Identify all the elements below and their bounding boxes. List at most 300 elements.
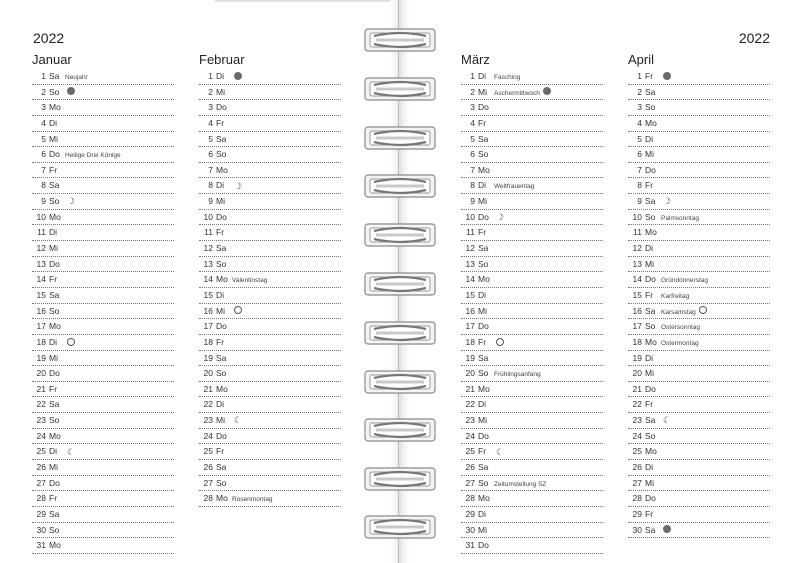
day-number: 11 <box>37 227 46 238</box>
weekday: Di <box>645 462 654 473</box>
weekday: Di <box>478 508 487 519</box>
weekday: Do <box>645 383 656 394</box>
day-row <box>199 304 341 320</box>
day-row <box>628 413 770 429</box>
weekday: So <box>49 196 60 207</box>
last-quarter-moon-icon: ☾ <box>67 446 76 457</box>
day-row <box>32 272 174 288</box>
holiday-note: Neujahr <box>65 74 88 81</box>
day-row <box>461 444 603 460</box>
weekday: Mi <box>645 149 654 160</box>
day-row <box>199 429 341 445</box>
weekday: Sa <box>49 399 60 410</box>
weekday: Sa <box>49 71 60 81</box>
day-row <box>199 272 341 288</box>
day-number: 19 <box>36 352 46 363</box>
day-row <box>32 413 174 429</box>
day-row <box>32 225 174 241</box>
day-number: 17 <box>465 321 475 332</box>
holiday-note: Rosenmontag <box>232 496 273 504</box>
weekday: So <box>49 86 60 97</box>
day-number: 2 <box>637 86 642 97</box>
day-row <box>461 413 603 429</box>
weekday: Sa <box>645 196 656 207</box>
day-number: 17 <box>632 321 642 332</box>
day-number: 25 <box>203 446 213 457</box>
day-row <box>32 304 174 320</box>
weekday: Sa <box>216 462 227 473</box>
day-row <box>199 476 341 492</box>
day-number: 13 <box>36 258 46 269</box>
day-row <box>461 178 603 194</box>
weekday: Di <box>645 243 654 254</box>
weekday: Sa <box>645 524 656 535</box>
weekday: Mi <box>478 524 487 535</box>
day-number: 25 <box>632 446 642 457</box>
weekday: Di <box>478 71 487 81</box>
holiday-note: Valentinstag <box>232 277 268 285</box>
day-row <box>32 257 174 273</box>
weekday: Mo <box>216 383 228 394</box>
day-number: 24 <box>36 430 46 441</box>
weekday: Do <box>478 102 489 113</box>
day-number: 10 <box>465 211 475 222</box>
weekday: Do <box>49 149 60 160</box>
day-row <box>628 429 770 445</box>
day-row <box>628 460 770 476</box>
day-row <box>628 491 770 507</box>
day-number: 16 <box>36 305 46 316</box>
weekday: Mo <box>478 274 490 285</box>
day-row <box>32 85 174 101</box>
day-row <box>628 351 770 367</box>
day-row <box>628 444 770 460</box>
weekday: Mi <box>478 196 487 207</box>
day-row <box>461 100 603 116</box>
month-name: Februar <box>199 52 245 67</box>
day-number: 12 <box>36 243 46 254</box>
day-row <box>461 85 603 101</box>
weekday: Fr <box>216 336 225 347</box>
day-row <box>628 382 770 398</box>
day-number: 29 <box>465 508 475 519</box>
weekday: Sa <box>49 508 60 519</box>
day-number: 10 <box>36 211 46 222</box>
page-top-edge <box>215 0 390 2</box>
day-number: 28 <box>465 493 475 504</box>
day-row <box>628 397 770 413</box>
day-number: 27 <box>465 477 475 488</box>
month-name: Januar <box>32 52 72 67</box>
holiday-note: Gründonnerstag <box>661 277 708 285</box>
day-number: 23 <box>465 415 475 426</box>
day-row <box>199 288 341 304</box>
month-name: März <box>461 52 490 67</box>
day-row <box>32 147 174 163</box>
weekday: Mo <box>478 383 490 394</box>
day-number: 4 <box>470 117 475 128</box>
day-number: 27 <box>632 477 642 488</box>
day-row <box>461 366 603 382</box>
weekday: Di <box>49 446 58 457</box>
day-row <box>199 257 341 273</box>
day-row <box>199 366 341 382</box>
weekday: So <box>645 211 656 222</box>
weekday: So <box>216 477 227 488</box>
day-number: 8 <box>637 180 642 191</box>
weekday: Fr <box>645 399 654 410</box>
day-row <box>32 538 174 554</box>
day-row <box>628 476 770 492</box>
weekday: Di <box>645 352 654 363</box>
day-row <box>461 491 603 507</box>
day-row <box>461 288 603 304</box>
new-moon-icon <box>234 72 242 80</box>
day-row <box>199 382 341 398</box>
weekday: Fr <box>216 446 225 457</box>
day-row <box>461 241 603 257</box>
weekday: Sa <box>645 305 656 316</box>
day-number: 20 <box>465 368 475 379</box>
year-left: 2022 <box>33 30 65 46</box>
weekday: So <box>49 415 60 426</box>
day-row <box>461 69 603 85</box>
weekday: Mi <box>49 133 58 144</box>
day-number: 15 <box>632 289 642 300</box>
weekday: Di <box>478 399 487 410</box>
weekday: Mo <box>645 336 657 347</box>
day-row <box>32 335 174 351</box>
binding-ring <box>364 465 436 493</box>
day-row <box>461 382 603 398</box>
day-row <box>461 304 603 320</box>
first-quarter-moon-icon: ☽ <box>496 212 505 223</box>
day-row <box>628 507 770 523</box>
day-row <box>32 366 174 382</box>
day-row <box>199 491 341 507</box>
month-march <box>461 50 603 554</box>
day-number: 27 <box>36 477 46 488</box>
weekday: Mo <box>478 164 490 175</box>
day-number: 5 <box>208 133 213 144</box>
weekday: Fr <box>478 117 487 128</box>
weekday: Mi <box>645 477 654 488</box>
first-quarter-moon-icon: ☽ <box>67 196 76 207</box>
day-number: 16 <box>465 305 475 316</box>
weekday: Do <box>49 368 60 379</box>
day-number: 8 <box>470 180 475 191</box>
day-number: 7 <box>41 164 46 175</box>
holiday-note: Weltfrauentag <box>494 183 535 191</box>
weekday: Fr <box>49 274 58 285</box>
day-row <box>461 319 603 335</box>
day-number: 9 <box>470 196 475 207</box>
day-row <box>461 351 603 367</box>
day-number: 1 <box>637 71 642 81</box>
day-row <box>461 397 603 413</box>
day-row <box>32 351 174 367</box>
holiday-note: Aschermittwoch <box>494 89 540 97</box>
day-number: 7 <box>470 164 475 175</box>
day-row <box>628 147 770 163</box>
day-row <box>32 397 174 413</box>
holiday-note: Zeitumstellung SZ <box>494 480 547 488</box>
day-number: 26 <box>632 462 642 473</box>
day-number: 28 <box>632 493 642 504</box>
day-row <box>461 116 603 132</box>
day-number: 25 <box>36 446 46 457</box>
day-number: 4 <box>637 117 642 128</box>
weekday: Do <box>478 540 489 551</box>
weekday: Sa <box>216 243 227 254</box>
weekday: Mo <box>645 227 657 238</box>
day-row <box>461 476 603 492</box>
day-number: 29 <box>632 508 642 519</box>
weekday: Fr <box>645 508 654 519</box>
weekday: Fr <box>49 164 58 175</box>
day-number: 3 <box>637 102 642 113</box>
day-number: 31 <box>36 540 46 551</box>
day-row <box>628 272 770 288</box>
day-row <box>628 100 770 116</box>
weekday: Mo <box>478 493 490 504</box>
day-number: 3 <box>41 102 46 113</box>
day-number: 12 <box>465 243 475 254</box>
weekday: Mi <box>478 86 487 97</box>
weekday: Mi <box>216 86 225 97</box>
day-row <box>32 100 174 116</box>
holiday-note: Ostersonntag <box>661 324 701 332</box>
day-number: 6 <box>41 149 46 160</box>
day-row <box>461 523 603 539</box>
weekday: Mi <box>49 243 58 254</box>
day-number: 22 <box>203 399 213 410</box>
day-list <box>628 69 770 538</box>
day-number: 10 <box>632 211 642 222</box>
holiday-note: Karfreitag <box>661 292 690 300</box>
day-number: 5 <box>470 133 475 144</box>
day-row <box>32 460 174 476</box>
weekday: Mo <box>49 321 61 332</box>
weekday: Fr <box>478 227 487 238</box>
day-number: 2 <box>208 86 213 97</box>
weekday: Mo <box>216 493 228 504</box>
day-number: 23 <box>632 415 642 426</box>
holiday-note: Frühlingsanfang <box>494 371 541 379</box>
day-number: 12 <box>203 243 213 254</box>
day-row <box>628 257 770 273</box>
day-row <box>628 304 770 320</box>
day-number: 21 <box>36 383 46 394</box>
day-row <box>32 382 174 398</box>
day-row <box>32 444 174 460</box>
day-number: 23 <box>36 415 46 426</box>
day-row <box>32 69 174 85</box>
day-number: 15 <box>203 289 213 300</box>
day-row <box>628 194 770 210</box>
day-row <box>628 178 770 194</box>
first-quarter-moon-icon: ☽ <box>663 196 672 207</box>
weekday: So <box>216 368 227 379</box>
day-number: 18 <box>632 336 642 347</box>
day-number: 2 <box>41 86 46 97</box>
weekday: Mo <box>49 430 61 441</box>
day-list <box>461 69 603 554</box>
binding-ring <box>364 172 436 200</box>
weekday: Mi <box>216 415 225 426</box>
weekday: Di <box>216 180 225 191</box>
day-number: 21 <box>632 383 642 394</box>
day-number: 24 <box>465 430 475 441</box>
day-row <box>32 491 174 507</box>
day-row <box>32 288 174 304</box>
weekday: Fr <box>216 117 225 128</box>
day-row <box>461 225 603 241</box>
full-moon-icon <box>234 306 242 314</box>
day-number: 5 <box>41 133 46 144</box>
day-row <box>628 319 770 335</box>
weekday: Di <box>216 289 225 300</box>
weekday: So <box>478 477 489 488</box>
day-row <box>461 210 603 226</box>
weekday: So <box>645 321 656 332</box>
weekday: So <box>478 149 489 160</box>
weekday: Di <box>216 399 225 410</box>
day-row <box>628 225 770 241</box>
day-row <box>628 523 770 539</box>
weekday: Do <box>216 102 227 113</box>
day-row <box>461 147 603 163</box>
day-number: 19 <box>203 352 213 363</box>
day-row <box>461 335 603 351</box>
day-number: 26 <box>36 462 46 473</box>
day-row <box>32 319 174 335</box>
day-row <box>628 210 770 226</box>
day-number: 28 <box>36 493 46 504</box>
day-row <box>628 288 770 304</box>
day-row <box>199 241 341 257</box>
holiday-note: Karsamstag <box>661 308 696 316</box>
weekday: Mo <box>49 102 61 113</box>
day-number: 24 <box>632 430 642 441</box>
weekday: So <box>216 149 227 160</box>
binding-ring <box>364 368 436 396</box>
day-row <box>32 132 174 148</box>
new-moon-icon <box>663 525 671 533</box>
day-number: 2 <box>470 86 475 97</box>
day-number: 11 <box>633 227 642 238</box>
day-row <box>628 241 770 257</box>
weekday: Do <box>645 493 656 504</box>
new-moon-icon <box>67 87 75 95</box>
day-row <box>199 163 341 179</box>
day-number: 20 <box>36 368 46 379</box>
weekday: So <box>645 102 656 113</box>
day-row <box>628 85 770 101</box>
day-number: 30 <box>632 524 642 535</box>
new-moon-icon <box>663 72 671 80</box>
weekday: Do <box>478 321 489 332</box>
weekday: Sa <box>478 243 489 254</box>
day-number: 17 <box>203 321 213 332</box>
day-number: 20 <box>632 368 642 379</box>
day-row <box>199 132 341 148</box>
day-number: 22 <box>465 399 475 410</box>
weekday: So <box>478 258 489 269</box>
day-row <box>199 444 341 460</box>
binding-ring <box>364 124 436 152</box>
day-number: 3 <box>208 102 213 113</box>
binding-ring <box>364 75 436 103</box>
weekday: Fr <box>478 336 487 347</box>
binding-ring <box>364 319 436 347</box>
weekday: Fr <box>216 227 225 238</box>
weekday: Sa <box>478 352 489 363</box>
day-row <box>199 460 341 476</box>
binding-ring <box>364 416 436 444</box>
weekday: So <box>216 258 227 269</box>
day-number: 21 <box>465 383 475 394</box>
weekday: Do <box>478 430 489 441</box>
weekday: Do <box>645 164 656 175</box>
day-list <box>32 69 174 554</box>
day-number: 13 <box>632 258 642 269</box>
day-number: 30 <box>36 524 46 535</box>
day-row <box>199 319 341 335</box>
weekday: Mo <box>49 211 61 222</box>
weekday: Fr <box>49 383 58 394</box>
day-number: 29 <box>36 508 46 519</box>
day-row <box>461 272 603 288</box>
weekday: Sa <box>216 352 227 363</box>
day-row <box>628 116 770 132</box>
day-row <box>461 538 603 554</box>
day-number: 7 <box>208 164 213 175</box>
weekday: Do <box>478 211 489 222</box>
day-row <box>199 69 341 85</box>
weekday: So <box>49 524 60 535</box>
day-row <box>461 460 603 476</box>
weekday: Do <box>216 321 227 332</box>
weekday: Sa <box>216 133 227 144</box>
year-right: 2022 <box>738 30 770 46</box>
weekday: Mi <box>216 196 225 207</box>
weekday: Mi <box>49 462 58 473</box>
weekday: So <box>49 305 60 316</box>
day-row <box>32 210 174 226</box>
day-list <box>199 69 341 507</box>
day-number: 21 <box>203 383 213 394</box>
day-number: 18 <box>465 336 475 347</box>
day-number: 10 <box>203 211 213 222</box>
day-row <box>32 178 174 194</box>
day-row <box>461 507 603 523</box>
day-number: 8 <box>208 180 213 191</box>
day-number: 7 <box>637 164 642 175</box>
day-row <box>628 132 770 148</box>
weekday: Fr <box>645 180 654 191</box>
day-number: 22 <box>36 399 46 410</box>
weekday: Mi <box>49 352 58 363</box>
last-quarter-moon-icon: ☾ <box>234 415 243 426</box>
day-number: 28 <box>203 493 213 504</box>
day-number: 16 <box>632 305 642 316</box>
day-number: 26 <box>203 462 213 473</box>
day-number: 19 <box>465 352 475 363</box>
day-row <box>199 351 341 367</box>
weekday: Di <box>49 227 58 238</box>
weekday: Do <box>216 211 227 222</box>
